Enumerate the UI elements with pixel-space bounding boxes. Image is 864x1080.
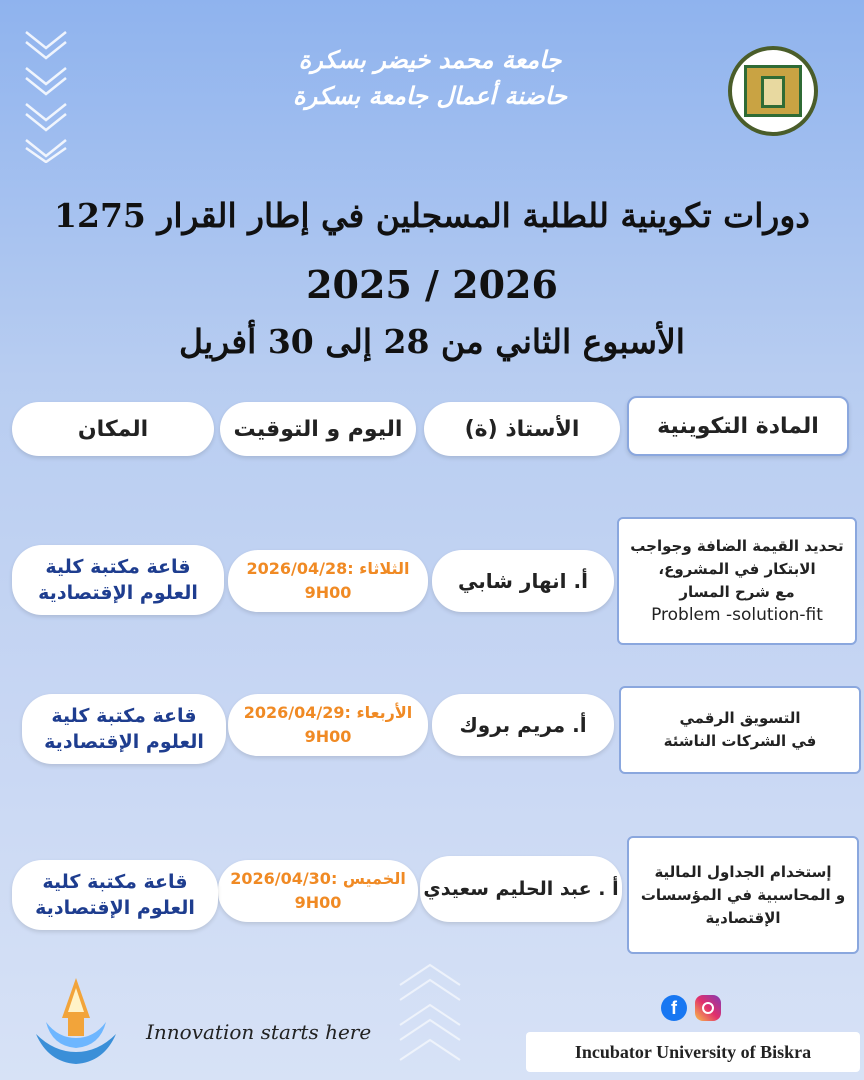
row-3-date: الخميس :2026/04/30 [230, 869, 406, 888]
row-2-subject-line-1: التسويق الرقمي [679, 709, 801, 727]
title-week: الأسبوع الثاني من 28 إلى 30 أفريل [179, 322, 685, 361]
row-1-time: 9H00 [304, 583, 352, 602]
university-name: جامعة محمد خيضر بسكرة [298, 45, 562, 74]
row-1-subject-line-2: الابتكار في المشروع، [658, 560, 816, 578]
row-2-professor: أ. مريم بروك [432, 694, 614, 756]
row-1-place-line-1: قاعة مكتبة كلية [45, 556, 191, 578]
column-header-professor: الأستاذ (ة) [424, 402, 620, 456]
chevron-up-decoration-icon [395, 955, 465, 1069]
title-year: 2025 / 2026 [306, 262, 558, 307]
row-3-place-line-2: العلوم الإقتصادية [35, 897, 195, 919]
row-3-time: 9H00 [294, 893, 342, 912]
row-2-subject-line-2: في الشركات الناشئة [663, 732, 817, 750]
row-2-time: 9H00 [304, 727, 352, 746]
instagram-icon[interactable] [695, 995, 721, 1021]
row-3-datetime [218, 860, 418, 922]
row-3-professor: أ . عبد الحليم سعيدي [420, 856, 622, 922]
incubator-name: حاضنة أعمال جامعة بسكرة [293, 81, 567, 110]
title-line-1: دورات تكوينية للطلبة المسجلين في إطار القرار 1275 [54, 196, 810, 235]
row-1-subject-line-3: مع شرح المسار [679, 583, 795, 601]
row-1-date: الثلاثاء :2026/04/28 [246, 559, 410, 578]
row-1-place-line-2: العلوم الإقتصادية [38, 582, 198, 604]
row-2-subject [619, 686, 861, 774]
row-3-place-line-1: قاعة مكتبة كلية [42, 871, 188, 893]
column-header-place: المكان [12, 402, 214, 456]
row-2-place-line-1: قاعة مكتبة كلية [51, 705, 197, 727]
university-logo [728, 46, 818, 136]
tagline: Innovation starts here [146, 1020, 372, 1044]
incubator-logo-icon [28, 972, 124, 1068]
row-1-professor: أ. انهار شابي [432, 550, 614, 612]
row-3-place [12, 860, 218, 930]
header-text [180, 42, 680, 114]
column-header-datetime: اليوم و التوقيت [220, 402, 416, 456]
university-emblem-icon [744, 65, 802, 117]
row-3-subject-line-3: الإقتصادية [705, 908, 781, 927]
row-3-subject-line-2: و المحاسبية في المؤسسات [640, 885, 846, 904]
row-3-subject-line-1: إستخدام الجداول المالية [654, 862, 832, 881]
row-2-place [22, 694, 226, 764]
row-1-subject-line-1: تحديد القيمة الضافة وجواجب [630, 537, 844, 555]
facebook-icon[interactable]: f [661, 995, 687, 1021]
chevron-decoration-icon [22, 28, 70, 163]
row-3-subject [627, 836, 859, 954]
row-1-subject-en: Problem -solution-fit [651, 605, 823, 625]
row-2-datetime [228, 694, 428, 756]
row-1-subject [617, 517, 857, 645]
row-2-date: الأربعاء :2026/04/29 [243, 703, 413, 722]
row-1-place [12, 545, 224, 615]
column-header-subject: المادة التكوينية [627, 396, 849, 456]
incubator-name-en: Incubator University of Biskra [526, 1032, 860, 1072]
row-2-place-line-2: العلوم الإقتصادية [44, 731, 204, 753]
row-1-datetime [228, 550, 428, 612]
